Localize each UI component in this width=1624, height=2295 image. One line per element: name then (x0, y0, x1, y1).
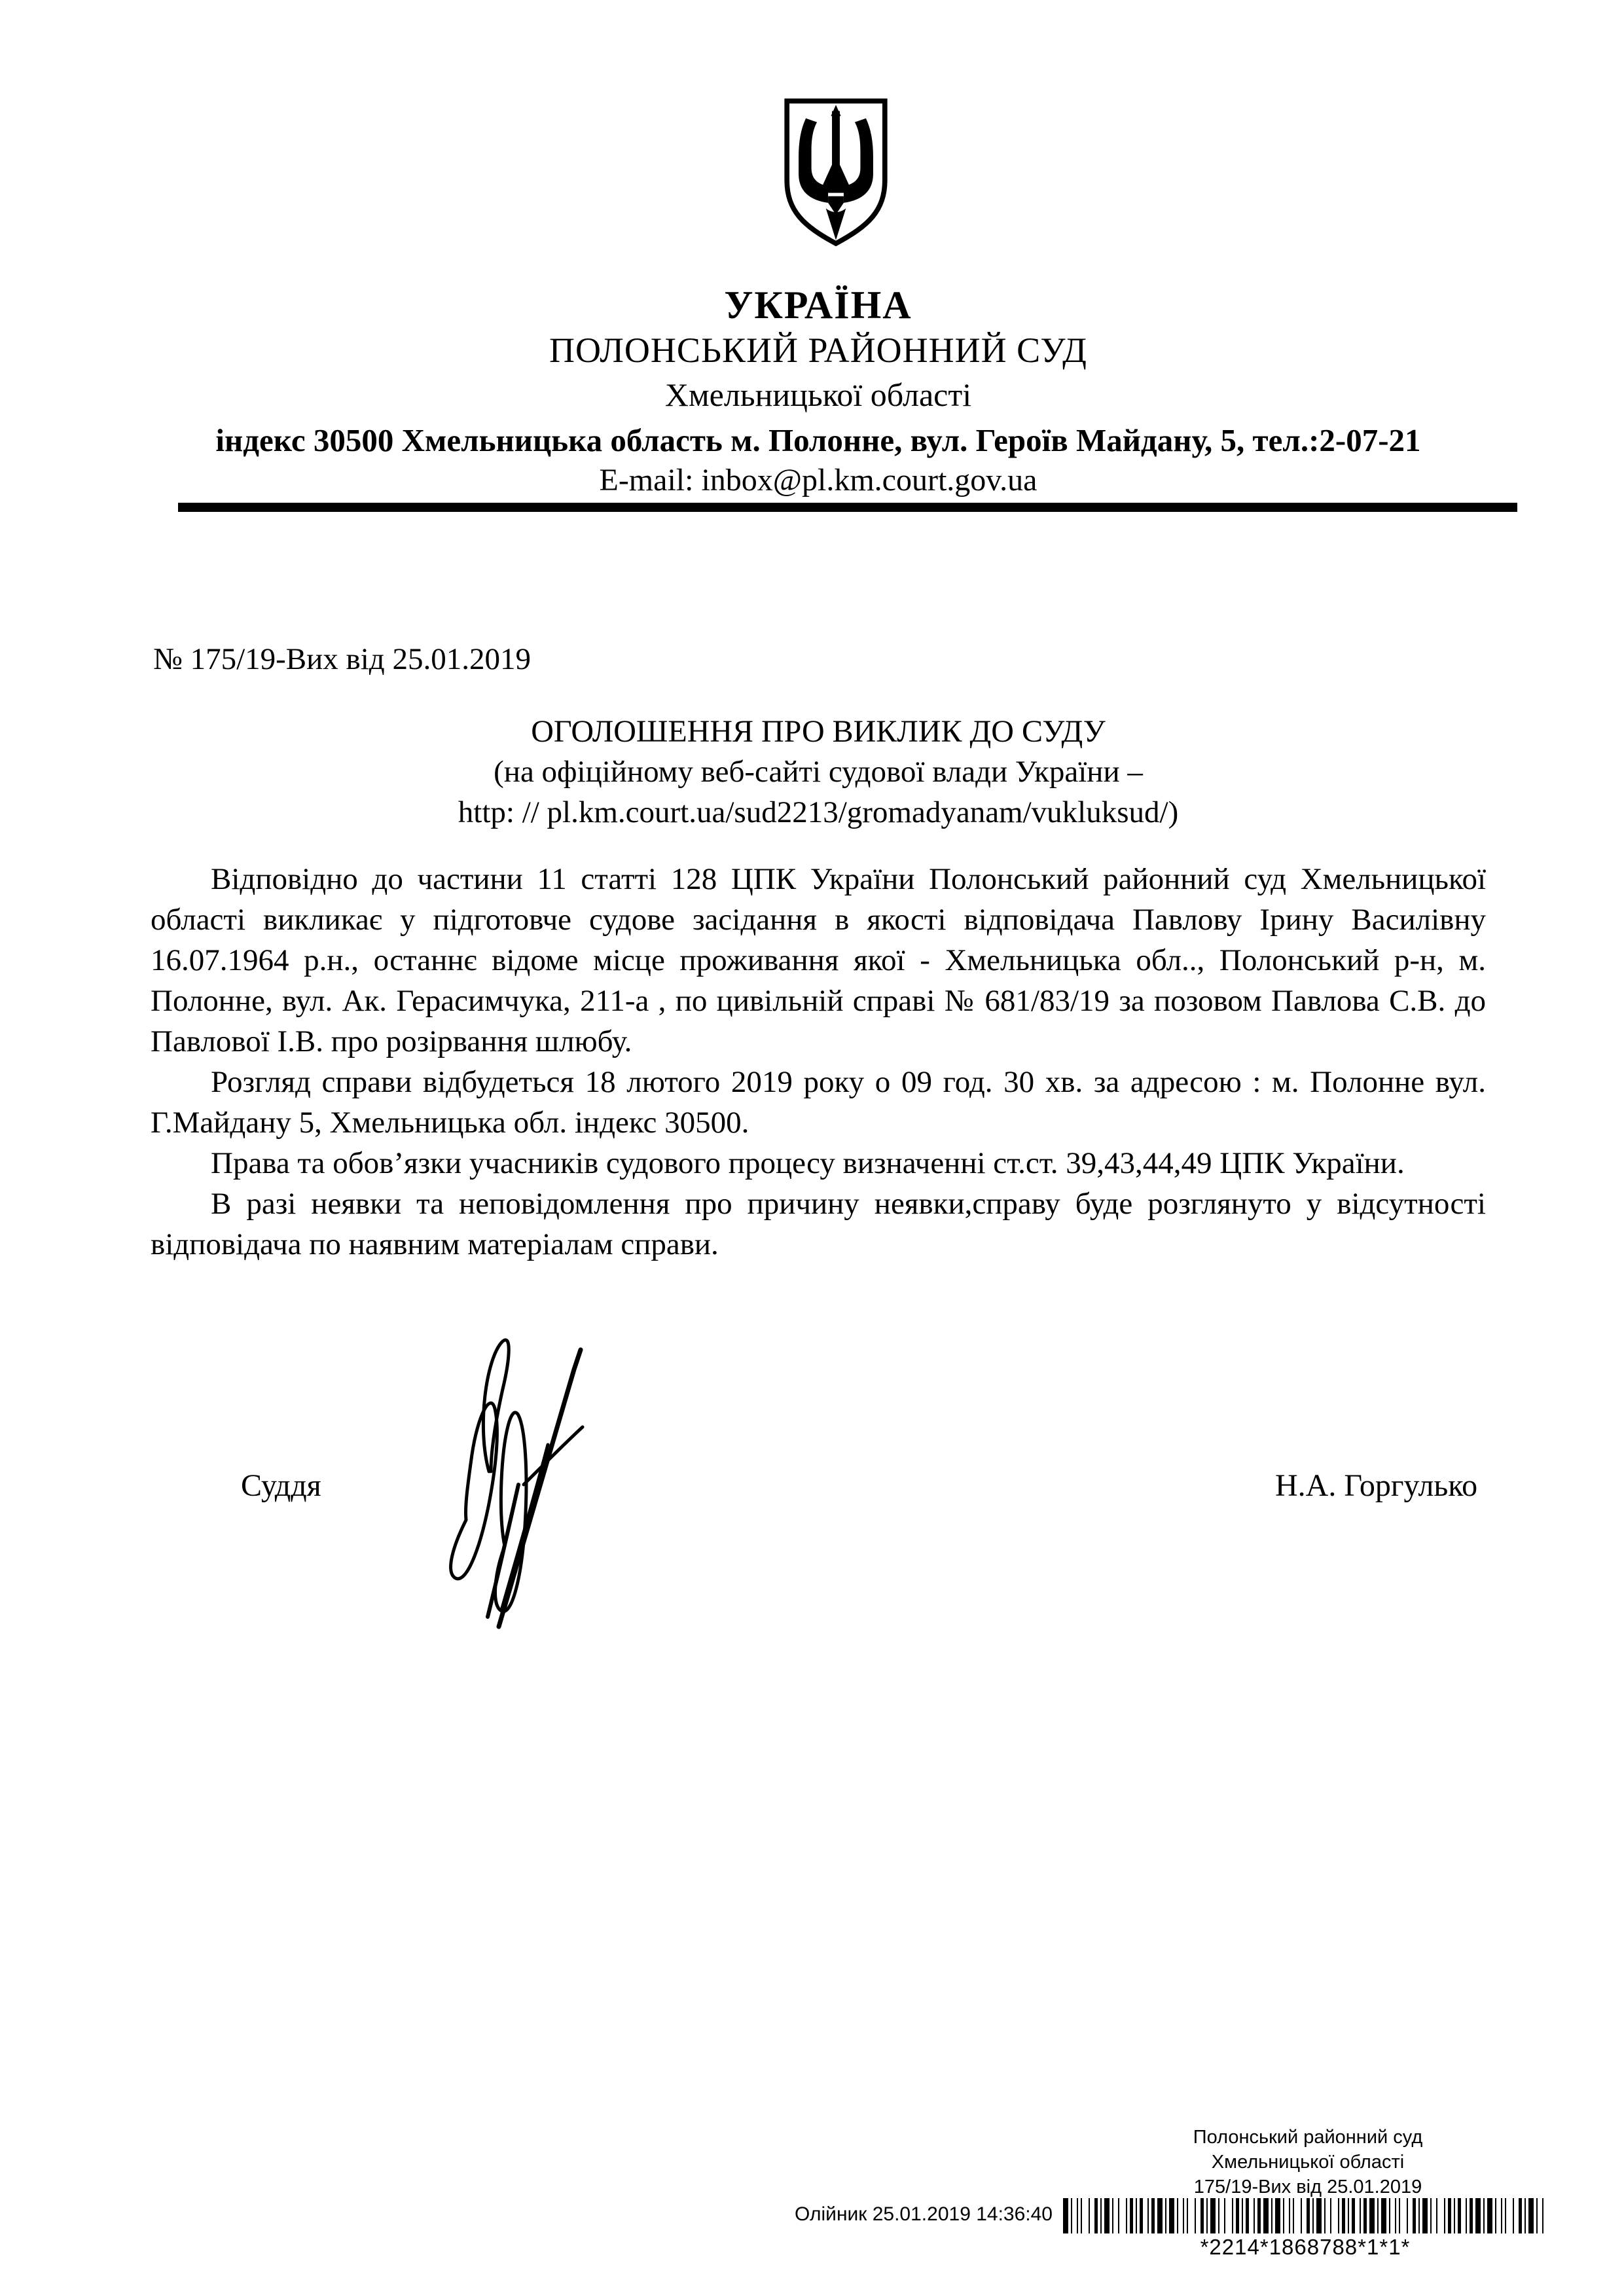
signature-judge-name: Н.А. Горгулько (1275, 1468, 1478, 1503)
body-paragraph: В разі неявки та неповідомлення про причину неявки,справу буде розглянуто у відсутності відповідача по наявним матеріалам справи. (151, 1187, 1486, 1261)
stamp-court-info (1111, 2125, 1504, 2199)
stamp-operator-timestamp: Олійник 25.01.2019 14:36:40 (795, 2203, 1053, 2225)
letterhead-email: E-mail: inbox@pl.km.court.gov.ua (599, 463, 1038, 497)
coat-of-arms-ukraine-icon (780, 97, 892, 249)
letterhead-divider-rule (178, 503, 1517, 512)
body-paragraph: Права та обов’язки учасників судового процесу визначенні ст.ст. 39,43,44,49 ЦПК України. (211, 1146, 1405, 1180)
barcode-text: *2214*1868788*1*1* (1200, 2235, 1411, 2259)
announcement-subtitle-1: (на офіційному веб-сайті судової влади України – (494, 755, 1143, 789)
judge-signature-icon (425, 1329, 596, 1633)
barcode (1063, 2198, 1547, 2233)
body-paragraph: Розгляд справи відбудеться 18 лютого 2019 року о 09 год. 30 хв. за адресою : м. Полонне вул. Г.Майдану 5, Хмельницька обл. індекс 30500. (151, 1065, 1486, 1140)
announcement-subtitle-2: http: // pl.km.court.ua/sud2213/gromadyanam/vukluksud/) (458, 795, 1179, 829)
stamp-court-line1: Полонський районний суд (1193, 2127, 1423, 2148)
reference-number: № 175/19-Вих від 25.01.2019 (153, 642, 531, 676)
body-paragraph: Відповідно до частини 11 статті 128 ЦПК України Полонський районний суд Хмельницької області викликає у підготовче судове засідання в якості відповідача Павлову Ірину Василівну 16.07.1964 р.н., останнє відоме місце проживання якої - Хмельницька обл.., Полонський р-н, м. Полонне, вул. Ак. Герасимчука, 211-а , по цивільній справі № 681/83/19 за позовом Павлова С.В. до Павлової І.В. про розірвання шлюбу. (151, 862, 1486, 1058)
body-text (151, 859, 1486, 1265)
signature-role-label: Суддя (241, 1468, 321, 1503)
announcement-title: ОГОЛОШЕННЯ ПРО ВИКЛИК ДО СУДУ (531, 714, 1106, 749)
stamp-doc-ref: 175/19-Вих від 25.01.2019 (1193, 2177, 1422, 2197)
stamp-court-line2: Хмельницької області (1211, 2152, 1405, 2173)
letterhead-court-name: ПОЛОНСЬКИЙ РАЙОННИЙ СУД (549, 331, 1087, 370)
letterhead-address: індекс 30500 Хмельницька область м. Полонне, вул. Героїв Майдану, 5, тел.:2-07-21 (215, 422, 1421, 458)
letterhead-country: УКРАЇНА (724, 283, 912, 327)
letterhead-region: Хмельницької області (664, 376, 972, 413)
